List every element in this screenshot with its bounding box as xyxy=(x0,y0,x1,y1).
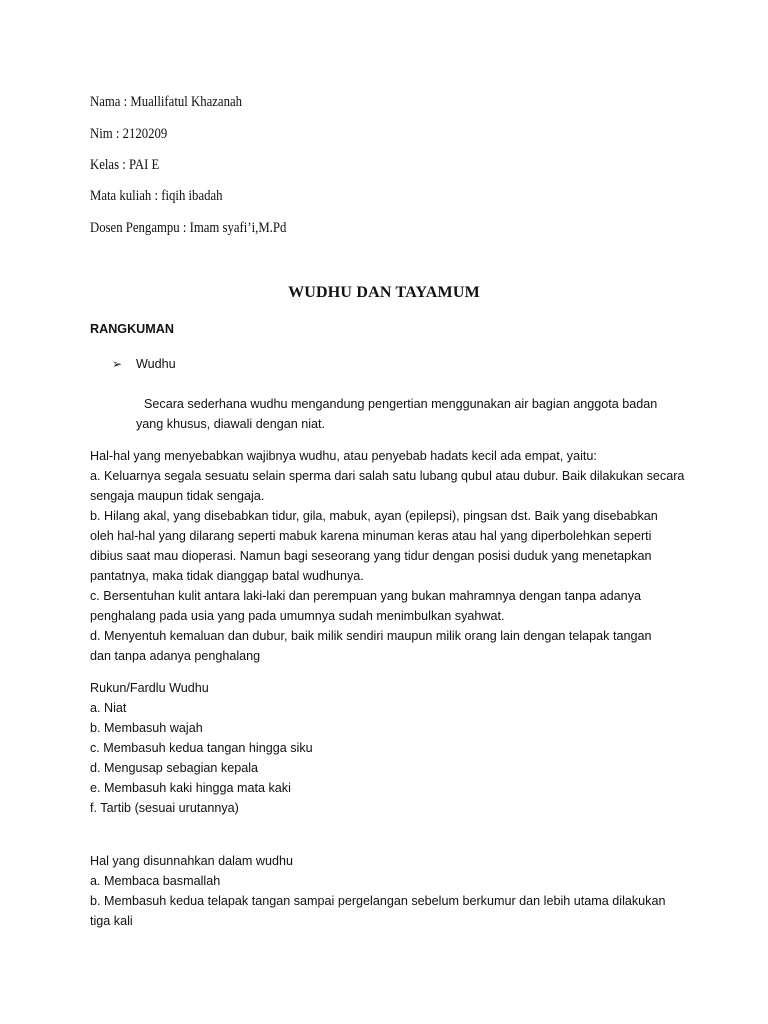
causes-line: d. Menyentuh kemaluan dan dubur, baik milik sendiri maupun milik orang lain dengan telapak tangan xyxy=(90,629,652,643)
causes-line: c. Bersentuhan kulit antara laki-laki dan perempuan yang bukan mahramnya dengan tanpa adanya xyxy=(90,589,641,603)
intro-line: Secara sederhana wudhu mengandung pengertian menggunakan air bagian anggota badan xyxy=(144,397,658,411)
causes-line: b. Hilang akal, yang disebabkan tidur, gila, mabuk, ayan (epilepsi), pingsan dst. Baik yang disebabkan xyxy=(90,509,658,523)
document-title: WUDHU DAN TAYAMUM xyxy=(288,284,480,301)
causes-line: Hal-hal yang menyebabkan wajibnya wudhu, atau penyebab hadats kecil ada empat, yaitu: xyxy=(90,449,597,463)
causes-line: penghalang pada usia yang pada umumnya sudah menimbulkan syahwat. xyxy=(90,609,505,623)
rukun-item: b. Membasuh wajah xyxy=(90,721,203,735)
causes-line: dan tanpa adanya penghalang xyxy=(90,649,261,663)
sunnah-item: tiga kali xyxy=(90,914,133,928)
header-kelas: Kelas : PAI E xyxy=(90,157,160,173)
section-heading: RANGKUMAN xyxy=(90,322,174,336)
rukun-item: e. Membasuh kaki hingga mata kaki xyxy=(90,781,291,795)
rukun-item: a. Niat xyxy=(90,701,127,715)
causes-line: oleh hal-hal yang dilarang seperti mabuk karena minuman keras atau hal yang diperbolehkan seperti xyxy=(90,529,652,543)
header-mata-kuliah: Mata kuliah : fiqih ibadah xyxy=(90,188,223,204)
rukun-item: d. Mengusap sebagian kepala xyxy=(90,761,259,775)
causes-line: a. Keluarnya segala sesuatu selain sperma dari salah satu lubang qubul atau dubur. Baik dilakukan secara xyxy=(90,469,685,483)
causes-line: pantatnya, maka tidak dianggap batal wudhunya. xyxy=(90,569,364,583)
causes-line: dibius saat mau dioperasi. Namun bagi seseorang yang tidur dengan posisi duduk yang menetapkan xyxy=(90,549,652,563)
rukun-heading: Rukun/Fardlu Wudhu xyxy=(90,681,209,695)
causes-line: sengaja maupun tidak sengaja. xyxy=(90,489,265,503)
rukun-item: f. Tartib (sesuai urutannya) xyxy=(90,801,239,815)
sunnah-item: b. Membasuh kedua telapak tangan sampai pergelangan sebelum berkumur dan lebih utama dilakukan xyxy=(90,894,666,908)
header-nim: Nim : 2120209 xyxy=(90,126,168,142)
header-dosen: Dosen Pengampu : Imam syafi’i,M.Pd xyxy=(90,220,287,236)
header-nama: Nama : Muallifatul Khazanah xyxy=(90,94,243,110)
sunnah-heading: Hal yang disunnahkan dalam wudhu xyxy=(90,854,294,868)
intro-line: yang khusus, diawali dengan niat. xyxy=(136,417,326,431)
bullet-label: Wudhu xyxy=(136,357,176,371)
rukun-item: c. Membasuh kedua tangan hingga siku xyxy=(90,741,313,755)
arrow-bullet-icon: ➢ xyxy=(112,357,123,371)
sunnah-item: a. Membaca basmallah xyxy=(90,874,221,888)
